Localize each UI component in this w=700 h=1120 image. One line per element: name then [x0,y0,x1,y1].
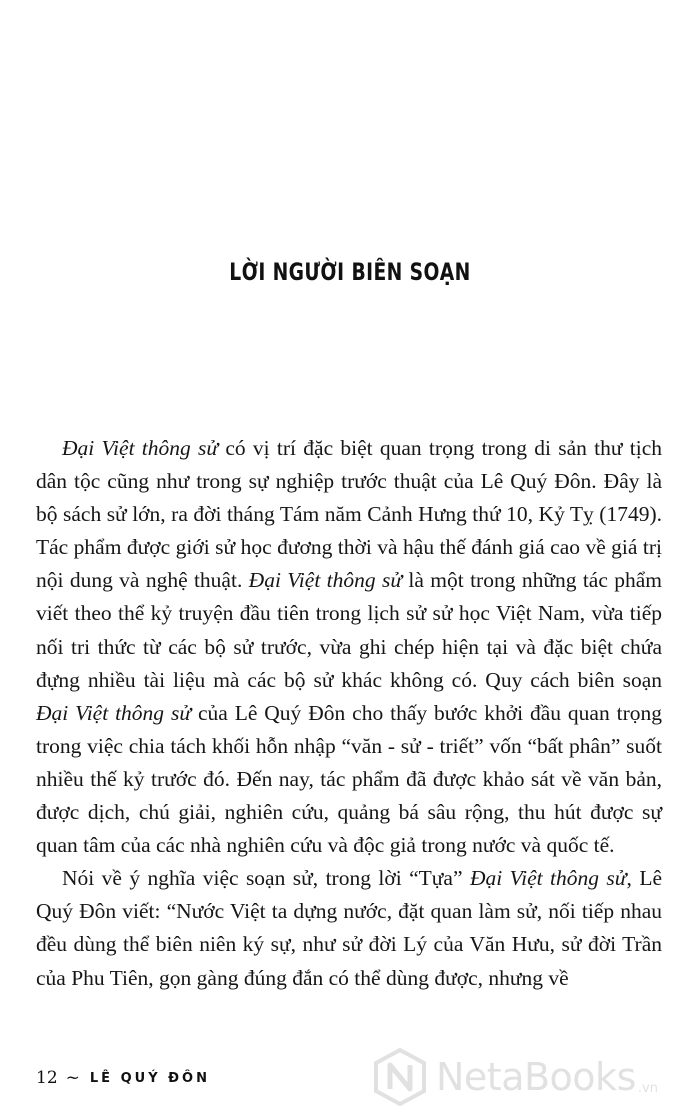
netabooks-logo-icon [370,1047,430,1107]
text-run: , Lê Quý Đôn viết: “Nước Việt ta dựng nước, đặt quan làm sử, nối tiếp nhau đều dùng thể biên niên ký sự, như sử đời Lý của Văn Hưu, sử đời Trần của Phu Tiên, gọn gàng đúng đắn có thể dùng được, nhưng về [36,866,662,990]
page-footer [36,1066,210,1090]
footer-separator: ~ [65,1068,80,1088]
text-run: có vị trí đặc biệt quan trọng trong di sản thư tịch dân tộc cũng như trong sự nghiệp trước thuật của Lê Quý Đôn. Đây là bộ sách sử lớn, ra đời tháng Tám năm Cảnh Hưng thứ 10, Kỷ Tỵ (1749). Tác phẩm được giới sử học đương thời và hậu thế đánh giá cao về giá trị nội dung và nghệ thuật. [36,436,662,593]
body-text [36,432,662,995]
book-title-italic: Đại Việt thông sử [248,568,403,593]
paragraph-2 [36,862,662,994]
publisher-watermark [370,1042,690,1112]
book-title-italic: Đại Việt thông sử [36,700,192,725]
text-run: là một trong những tác phẩm viết theo thể kỷ truyện đầu tiên trong lịch sử sử học Việt Nam, vừa tiếp nối tri thức từ các bộ sử trước, vừa ghi chép hiện tại và đặc biệt chứa đựng nhiều tài liệu mà các bộ sử khác không có. Quy cách biên soạn [36,568,662,692]
text-run: Nói về ý nghĩa việc soạn sử, trong lời “Tựa” [62,866,470,891]
watermark-brand: NetaBooks [436,1055,636,1099]
chapter-title: LỜI NGƯỜI BIÊN SOẠN [229,258,471,286]
book-title-italic: Đại Việt thông sử [62,436,219,460]
paragraph-1 [36,432,662,862]
page-number: 12 [36,1068,58,1088]
watermark-suffix: .vn [637,1081,658,1096]
text-run: của Lê Quý Đôn cho thấy bước khởi đầu quan trọng trong việc chia tách khối hỗn nhập “văn - sử - triết” vốn “bất phân” suốt nhiều thế kỷ trước đó. Đến nay, tác phẩm đã được khảo sát về văn bản, được dịch, chú giải, nghiên cứu, quảng bá sâu rộng, thu hút được sự quan tâm của các nhà nghiên cứu và độc giả trong nước và quốc tế. [36,700,663,858]
running-head-author: LÊ QUÝ ĐÔN [89,1070,210,1086]
book-title-italic: Đại Việt thông sử [469,866,627,891]
